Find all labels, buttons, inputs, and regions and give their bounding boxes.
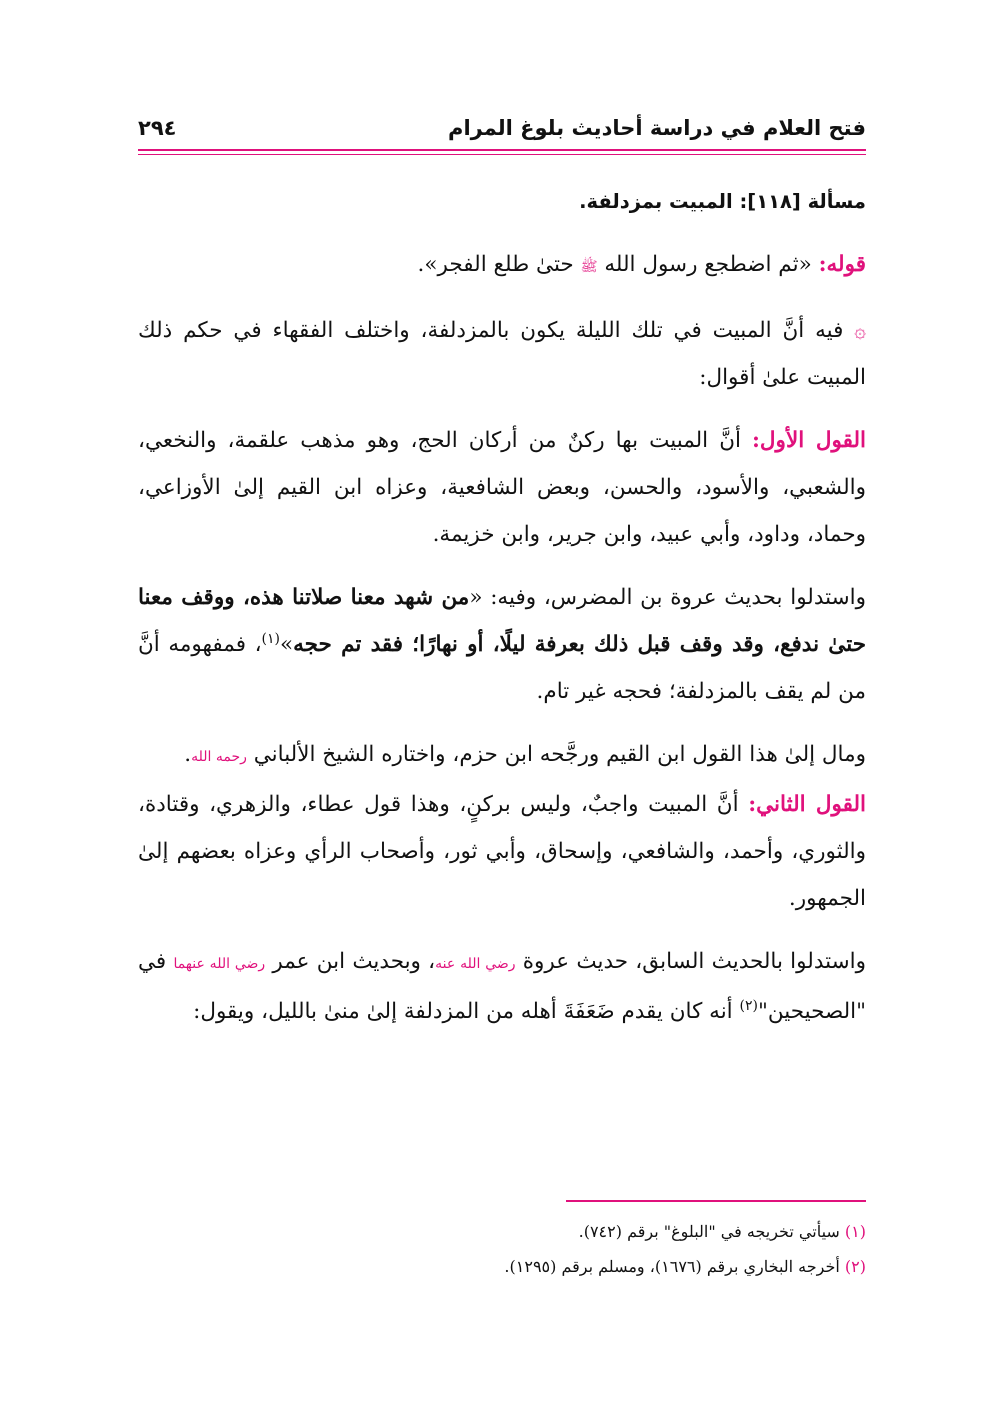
footnote-1 [138,1214,866,1249]
page-number: ٢٩٤ [138,116,177,140]
evidence-2-text-3: في "الصحيحين" [138,949,866,1024]
running-header [138,114,866,148]
quote-paragraph [138,241,866,291]
footnote-ref-2: (٢) [739,997,758,1014]
hadith-text: من شهد معنا صلاتنا هذه، ووقف معنا حتىٰ ندفع، وقد وقف قبل ذلك بعرفة ليلًا، أو نهارًا؛ فقد تم حجه [138,585,866,657]
quote-text-after: حتىٰ طلع الفجر». [417,252,581,277]
second-opinion-text: أنَّ المبيت واجبٌ، وليس بركنٍ، وهذا قول عطاء، والزهري، وقتادة، والثوري، وأحمد، والشافعي، وإسحاق، وأبي ثور، وأصحاب الرأي وعزاه بعضهم إلىٰ الجمهور. [138,792,866,911]
evidence-2-text-4: أنه كان يقدم ضَعَفَةَ أهله من المزدلفة إلىٰ منىٰ بالليل، ويقول: [193,999,740,1024]
inclination-end: . [184,742,192,767]
quote-label: قوله: [818,252,866,277]
evidence-2-text-1: واستدلوا بالحديث السابق، حديث عروة [515,949,866,974]
first-opinion-text: أنَّ المبيت بها ركنٌ من أركان الحج، وهو مذهب علقمة، والنخعي، والشعبي، والأسود، والحسن، وبعض الشافعية، وعزاه ابن القيم إلىٰ الأوزاعي، وحماد، وداود، وأبي عبيد، وابن جرير، وابن خزيمة. [138,428,866,547]
flower-ornament-icon: ۞ [854,318,866,342]
second-opinion-paragraph [138,781,866,922]
first-opinion-label: القول الأول: [752,428,866,453]
honorific-glyph: رحمه الله [191,749,247,765]
evidence-1-text-after: ، فمفهومه أنَّ من لم يقف بالمزدلفة؛ فحجه غير تام. [138,632,866,704]
footnote-number: (٢) [844,1257,866,1276]
footnote-text: سيأتي تخريجه في "البلوغ" برقم (٧٤٢). [578,1222,845,1241]
evidence-2-text-2: ، وبحديث ابن عمر [265,949,436,974]
inclination-text: ومال إلىٰ هذا القول ابن القيم ورجَّحه ابن حزم، واختاره الشيخ الألباني [246,742,866,767]
header-rule-thin [138,154,866,155]
evidence-1-close: » [279,632,294,657]
footnote-ref-1: (١) [261,630,280,647]
section-heading: مسألة [١١٨]: المبيت بمزدلفة. [579,190,866,213]
intro-text: فيه أنَّ المبيت في تلك الليلة يكون بالمزدلفة، واختلف الفقهاء في حكم ذلك المبيت علىٰ أقوال: [138,318,866,390]
footnotes [138,1214,866,1284]
footnote-2 [138,1249,866,1284]
header-rule-thick [138,149,866,151]
book-title: فتح العلام في دراسة أحاديث بلوغ المرام [448,116,866,140]
honorific-glyph: رضي الله عنه [435,956,516,972]
salutation-glyph: ﷺ [580,259,598,275]
inclination-paragraph [138,731,866,781]
footnote-separator [566,1200,866,1202]
second-opinion-label: القول الثاني: [748,792,866,817]
footnote-text: أخرجه البخاري برقم (١٦٧٦)، ومسلم برقم (١٢٩٥). [504,1257,845,1276]
evidence-1-text-before: واستدلوا بحديث عروة بن المضرس، وفيه: « [469,585,866,610]
quote-text-before: «ثم اضطجع رسول الله [597,252,819,277]
evidence-1-paragraph [138,574,866,715]
footnote-number: (١) [844,1222,866,1241]
honorific-glyph: رضي الله عنهما [173,956,266,972]
intro-paragraph [138,307,866,401]
main-text [138,178,866,1035]
evidence-2-paragraph [138,938,866,1035]
first-opinion-paragraph [138,417,866,558]
